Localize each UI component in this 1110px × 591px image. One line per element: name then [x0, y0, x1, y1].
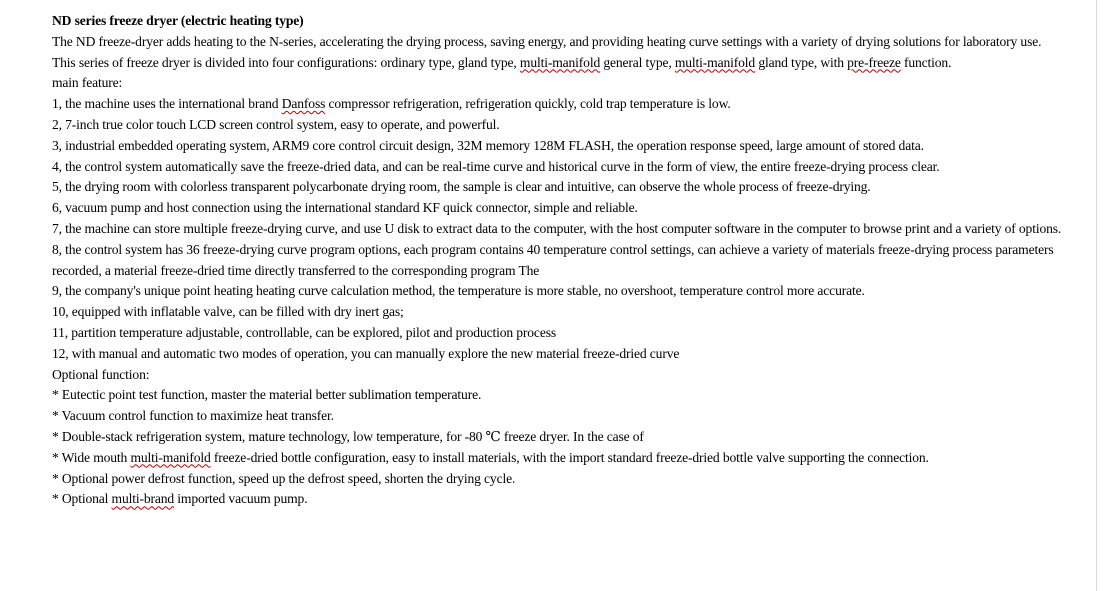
spellcheck-mark: Danfoss — [281, 96, 326, 112]
feature-item: 1, the machine uses the international brand Danfoss compressor refrigeration, refrigeration quickly, cold trap temperature is low. — [52, 96, 731, 112]
spellcheck-mark: multi-manifold — [674, 54, 756, 70]
feature-item: 10, equipped with inflatable valve, can be filled with dry inert gas; — [52, 304, 404, 320]
feature-item: 12, with manual and automatic two modes of operation, you can manually explore the new material freeze-dried curve — [52, 345, 680, 361]
spellcheck-mark: multi-brand — [111, 491, 175, 507]
optional-item: * Eutectic point test function, master the material better sublimation temperature. — [52, 387, 482, 403]
intro-paragraph: The ND freeze-dryer adds heating to the N-series, accelerating the drying process, saving energy, and providing heating curve settings with a variety of drying solutions for laboratory use. — [52, 33, 1042, 49]
feature-item: 3, industrial embedded operating system, ARM9 core control circuit design, 32M memory 128M FLASH, the operation response speed, large amount of stored data. — [52, 137, 924, 153]
document-body[interactable] — [52, 11, 1082, 510]
optional-heading: Optional function: — [52, 366, 150, 382]
feature-item: 7, the machine can store multiple freeze-drying curve, and use U disk to extract data to the computer, with the host computer software in the computer to browse print and a variety of options. — [52, 220, 1062, 236]
feature-item: 11, partition temperature adjustable, controllable, can be explored, pilot and production process — [52, 324, 556, 340]
intro-paragraph: This series of freeze dryer is divided into four configurations: ordinary type, gland type, multi-manifold general type, multi-manifold gland type, with pre-freeze function. — [52, 54, 952, 70]
optional-item: * Wide mouth multi-manifold freeze-dried bottle configuration, easy to install materials, with the import standard freeze-dried bottle valve supporting the connection. — [52, 449, 929, 465]
optional-item: * Optional multi-brand imported vacuum pump. — [52, 491, 308, 507]
spellcheck-mark: multi-manifold — [130, 449, 211, 465]
optional-item: * Double-stack refrigeration system, mature technology, low temperature, for -80 ℃ freeze dryer. In the case of — [52, 428, 644, 444]
optional-item: * Vacuum control function to maximize heat transfer. — [52, 408, 334, 424]
feature-item: 4, the control system automatically save the freeze-dried data, and can be real-time curve and historical curve in the form of view, the entire freeze-drying process clear. — [52, 158, 940, 174]
feature-item: 9, the company's unique point heating heating curve calculation method, the temperature is more stable, no overshoot, temperature control more accurate. — [52, 283, 865, 299]
optional-item: * Optional power defrost function, speed up the defrost speed, shorten the drying cycle. — [52, 470, 516, 486]
spellcheck-mark: multi-manifold — [519, 54, 601, 70]
features-heading: main feature: — [52, 75, 123, 91]
document-title: ND series freeze dryer (electric heating type) — [52, 13, 304, 28]
feature-item: 5, the drying room with colorless transparent polycarbonate drying room, the sample is clear and intuitive, can observe the whole process of freeze-drying. — [52, 179, 871, 195]
spellcheck-mark: pre-freeze — [847, 54, 901, 70]
feature-item: 8, the control system has 36 freeze-drying curve program options, each program contains 40 temperature control settings, can achieve a variety of materials freeze-drying process parameters recorded, a material freeze-dried time directly transferred to the corresponding program The — [52, 241, 1054, 278]
feature-item: 6, vacuum pump and host connection using the international standard KF quick connector, simple and reliable. — [52, 200, 638, 216]
feature-item: 2, 7-inch true color touch LCD screen control system, easy to operate, and powerful. — [52, 116, 500, 132]
